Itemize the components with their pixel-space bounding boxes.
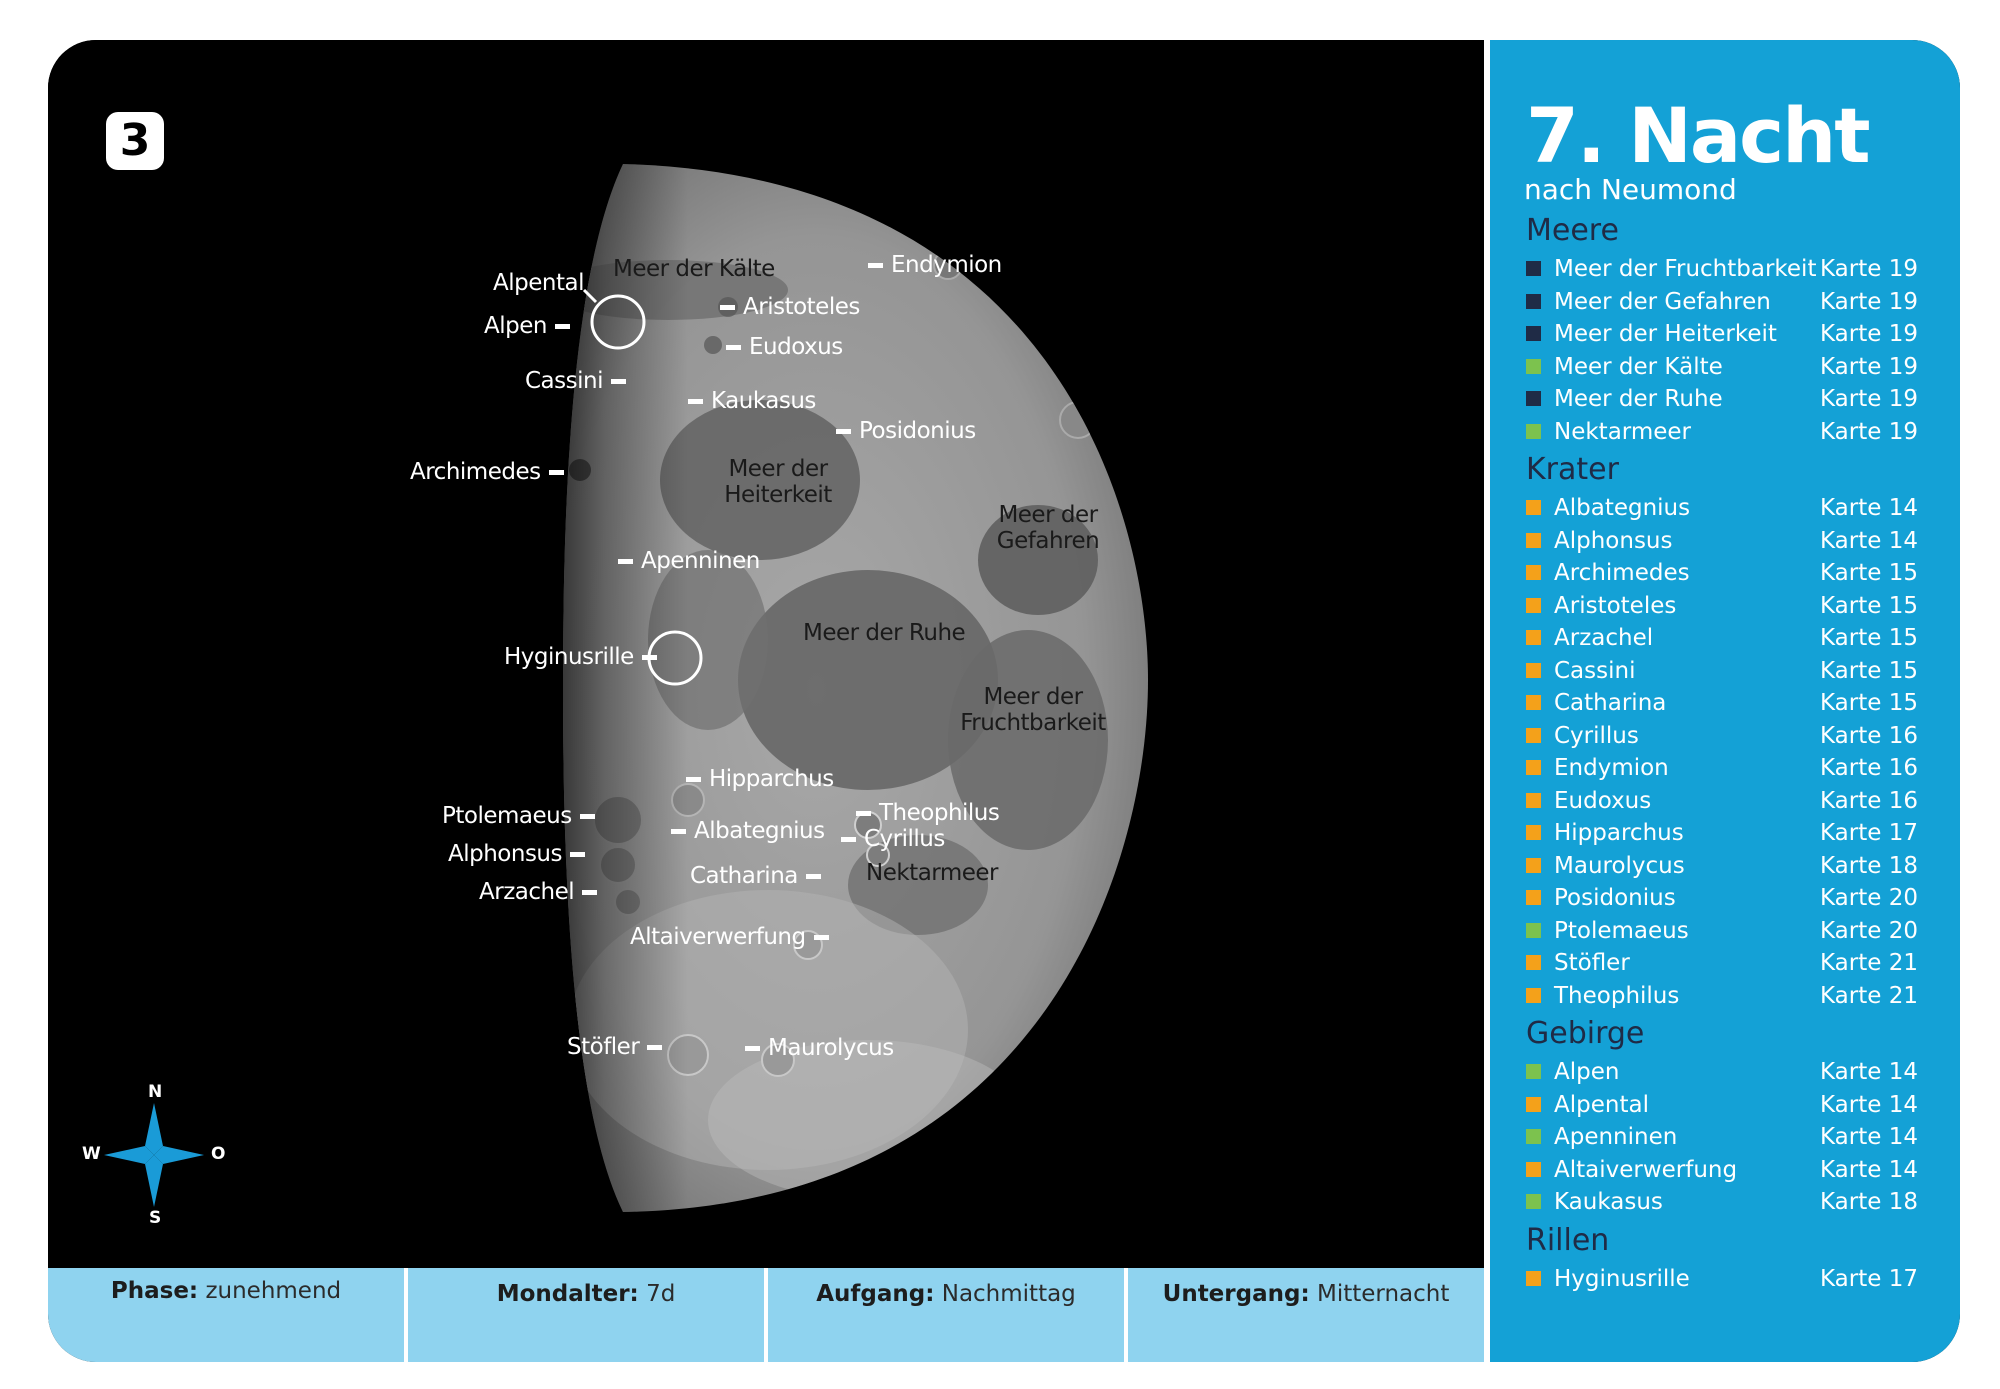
- color-square-icon: [1526, 955, 1541, 970]
- color-square-icon: [1526, 663, 1541, 678]
- legend-item-name: Eudoxus: [1554, 787, 1652, 814]
- color-square-icon: [1526, 500, 1541, 515]
- moon-label-archimedes: Archimedes: [410, 459, 541, 485]
- color-square-icon: [1526, 988, 1541, 1003]
- card-number-badge: 3: [106, 112, 164, 170]
- legend-item-name: Catharina: [1554, 690, 1667, 716]
- legend-item-karte: Karte 17: [1820, 1265, 1918, 1292]
- moon-label-kaukasus: Kaukasus: [711, 388, 816, 414]
- legend-item: [1526, 384, 1936, 414]
- moon-photo-area: [48, 40, 1484, 1268]
- moon-label-catharina: Catharina: [690, 863, 798, 889]
- legend-item: [1526, 1122, 1936, 1152]
- legend-item: [1526, 287, 1936, 317]
- legend-item-name: Meer der Heiterkeit: [1554, 321, 1777, 347]
- page-subtitle: nach Neumond: [1524, 173, 1737, 206]
- legend-item-karte: Karte 15: [1820, 625, 1918, 651]
- legend-item: [1526, 254, 1936, 284]
- page-title: 7. Nacht: [1526, 91, 1869, 180]
- color-square-icon: [1526, 630, 1541, 645]
- legend-item-karte: Karte 19: [1820, 386, 1918, 412]
- legend-item: [1526, 656, 1936, 686]
- moon-label-meer-der-heiterkeit: Meer der Heiterkeit: [724, 456, 832, 509]
- moon-label-alpen: Alpen: [484, 313, 547, 339]
- legend-item: [1526, 688, 1936, 718]
- color-square-icon: [1526, 858, 1541, 873]
- legend-item: [1526, 883, 1936, 913]
- color-square-icon: [1526, 391, 1541, 406]
- legend-item-karte: Karte 21: [1820, 950, 1918, 976]
- legend-item: [1526, 319, 1936, 349]
- legend-item: [1526, 526, 1936, 556]
- legend-item-karte: Karte 15: [1820, 690, 1918, 716]
- color-square-icon: [1526, 760, 1541, 775]
- moon-label-alpental: Alpental: [493, 270, 584, 296]
- color-square-icon: [1526, 359, 1541, 374]
- legend-sidebar: [1490, 40, 1960, 1362]
- legend-item-karte: Karte 19: [1820, 288, 1918, 315]
- compass-north-label: N: [148, 1082, 163, 1102]
- legend-item: [1526, 1264, 1936, 1294]
- color-square-icon: [1526, 261, 1541, 276]
- color-square-icon: [1526, 1129, 1541, 1144]
- color-square-icon: [1526, 793, 1541, 808]
- legend-item-name: Meer der Gefahren: [1554, 288, 1771, 315]
- legend-item-karte: Karte 16: [1820, 722, 1918, 749]
- legend-item: [1526, 1187, 1936, 1217]
- legend-item-karte: Karte 17: [1820, 820, 1918, 846]
- legend-item-name: Arzachel: [1554, 625, 1654, 651]
- legend-item-name: Hipparchus: [1554, 820, 1684, 846]
- color-square-icon: [1526, 533, 1541, 548]
- section-heading: Meere: [1526, 213, 1619, 248]
- legend-item-name: Cassini: [1554, 657, 1636, 684]
- legend-item-karte: Karte 14: [1820, 1156, 1918, 1183]
- legend-item-karte: Karte 16: [1820, 755, 1918, 781]
- compass-east-label: O: [211, 1144, 226, 1164]
- color-square-icon: [1526, 294, 1541, 309]
- legend-item: [1526, 818, 1936, 848]
- color-square-icon: [1526, 1064, 1541, 1079]
- color-square-icon: [1526, 326, 1541, 341]
- info-phase: Phase: zunehmend: [48, 1268, 408, 1362]
- info-bar: [48, 1268, 1484, 1362]
- legend-item: [1526, 721, 1936, 751]
- moon-label-apenninen: Apenninen: [641, 548, 760, 574]
- legend-item-karte: Karte 14: [1820, 1059, 1918, 1085]
- legend-item: [1526, 851, 1936, 881]
- legend-item: [1526, 558, 1936, 588]
- legend-item-karte: Karte 14: [1820, 495, 1918, 521]
- color-square-icon: [1526, 565, 1541, 580]
- legend-item-karte: Karte 19: [1820, 256, 1918, 282]
- legend-item-name: Kaukasus: [1554, 1189, 1663, 1215]
- legend-item-name: Alphonsus: [1554, 527, 1673, 554]
- legend-item-name: Meer der Kälte: [1554, 353, 1723, 380]
- legend-item-karte: Karte 19: [1820, 321, 1918, 347]
- legend-item: [1526, 753, 1936, 783]
- info-untergang: Untergang: Mitternacht: [1162, 1281, 1450, 1307]
- color-square-icon: [1526, 695, 1541, 710]
- color-square-icon: [1526, 1271, 1541, 1286]
- legend-item-name: Albategnius: [1554, 495, 1691, 521]
- legend-item-karte: Karte 15: [1820, 592, 1918, 619]
- legend-item-name: Alpental: [1554, 1091, 1649, 1118]
- legend-item-name: Aristoteles: [1554, 592, 1677, 619]
- legend-item-karte: Karte 19: [1820, 418, 1918, 445]
- moon-label-theophilus: Theophilus: [879, 800, 1000, 826]
- moon-label-endymion: Endymion: [891, 252, 1002, 278]
- legend-item-name: Alpen: [1554, 1059, 1620, 1085]
- compass-south-label: S: [149, 1208, 162, 1228]
- legend-item-karte: Karte 18: [1820, 1189, 1918, 1215]
- legend-item-name: Cyrillus: [1554, 722, 1639, 749]
- legend-item: [1526, 493, 1936, 523]
- moon-label-stoefler: Stöfler: [567, 1034, 640, 1060]
- moon-label-altaiverwerfung: Altaiverwerfung: [630, 924, 806, 950]
- moon-label-cassini: Cassini: [525, 368, 603, 394]
- legend-item: [1526, 1090, 1936, 1120]
- legend-item-name: Archimedes: [1554, 560, 1690, 586]
- section-heading: Krater: [1526, 452, 1619, 487]
- color-square-icon: [1526, 1162, 1541, 1177]
- legend-item: [1526, 352, 1936, 382]
- color-square-icon: [1526, 1194, 1541, 1209]
- legend-item-karte: Karte 14: [1820, 1124, 1918, 1150]
- legend-item-name: Hyginusrille: [1554, 1265, 1690, 1292]
- moon-label-arzachel: Arzachel: [479, 879, 575, 905]
- moon-label-meer-der-fruchtbarkeit: Meer der Fruchtbarkeit: [960, 684, 1106, 737]
- legend-item-name: Posidonius: [1554, 885, 1676, 911]
- moon-card: [48, 40, 1960, 1362]
- color-square-icon: [1526, 890, 1541, 905]
- legend-item-karte: Karte 20: [1820, 917, 1918, 944]
- legend-item-name: Altaiverwerfung: [1554, 1156, 1738, 1183]
- legend-item: [1526, 1057, 1936, 1087]
- legend-item-karte: Karte 21: [1820, 982, 1918, 1009]
- legend-item-name: Ptolemaeus: [1554, 917, 1689, 944]
- legend-item: [1526, 623, 1936, 653]
- moon-label-nektarmeer: Nektarmeer: [866, 860, 999, 886]
- legend-item-karte: Karte 14: [1820, 1091, 1918, 1118]
- moon-label-meer-der-kaelte: Meer der Kälte: [613, 256, 775, 282]
- moon-label-ptolemaeus: Ptolemaeus: [442, 803, 572, 829]
- legend-item-karte: Karte 16: [1820, 787, 1918, 814]
- legend-item: [1526, 591, 1936, 621]
- section-heading: Rillen: [1526, 1222, 1610, 1258]
- legend-item: [1526, 916, 1936, 946]
- legend-item-name: Meer der Fruchtbarkeit: [1554, 256, 1817, 282]
- legend-item: [1526, 786, 1936, 816]
- legend-item-karte: Karte 15: [1820, 657, 1918, 684]
- legend-item-name: Apenninen: [1554, 1124, 1678, 1150]
- compass-west-label: W: [82, 1144, 101, 1164]
- moon-label-hipparchus: Hipparchus: [709, 766, 834, 792]
- legend-item: [1526, 1155, 1936, 1185]
- moon-label-maurolycus: Maurolycus: [768, 1035, 894, 1061]
- moon-label-posidonius: Posidonius: [859, 418, 976, 444]
- color-square-icon: [1526, 825, 1541, 840]
- legend-item: [1526, 981, 1936, 1011]
- moon-label-meer-der-gefahren: Meer der Gefahren: [996, 502, 1100, 555]
- color-square-icon: [1526, 424, 1541, 439]
- moon-label-alphonsus: Alphonsus: [448, 841, 562, 867]
- legend-item-karte: Karte 20: [1820, 885, 1918, 911]
- compass-icon: [104, 1103, 204, 1207]
- moon-label-aristoteles: Aristoteles: [743, 294, 860, 320]
- legend-item-name: Maurolycus: [1554, 852, 1685, 879]
- legend-item-karte: Karte 19: [1820, 353, 1918, 380]
- moon-label-meer-der-ruhe: Meer der Ruhe: [803, 620, 966, 646]
- legend-item-name: Theophilus: [1554, 982, 1680, 1009]
- color-square-icon: [1526, 923, 1541, 938]
- color-square-icon: [1526, 598, 1541, 613]
- info-mondalter: Mondalter: 7d: [408, 1268, 768, 1362]
- legend-item-karte: Karte 15: [1820, 560, 1918, 586]
- moon-label-albategnius: Albategnius: [694, 818, 825, 844]
- legend-item-karte: Karte 18: [1820, 852, 1918, 879]
- legend-item-name: Endymion: [1554, 755, 1669, 781]
- info-aufgang: Aufgang: Nachmittag: [768, 1268, 1128, 1362]
- section-heading: Gebirge: [1526, 1016, 1645, 1051]
- color-square-icon: [1526, 1097, 1541, 1112]
- moon-label-eudoxus: Eudoxus: [749, 334, 843, 360]
- legend-item-name: Nektarmeer: [1554, 418, 1692, 445]
- legend-item: [1526, 948, 1936, 978]
- legend-item-name: Stöfler: [1554, 950, 1630, 976]
- legend-item-karte: Karte 14: [1820, 527, 1918, 554]
- color-square-icon: [1526, 728, 1541, 743]
- legend-item-name: Meer der Ruhe: [1554, 386, 1723, 412]
- moon-label-cyrillus: Cyrillus: [864, 826, 945, 852]
- moon-label-hyginusrille: Hyginusrille: [504, 644, 634, 670]
- half-moon-image: [48, 40, 1484, 1268]
- legend-item: [1526, 417, 1936, 447]
